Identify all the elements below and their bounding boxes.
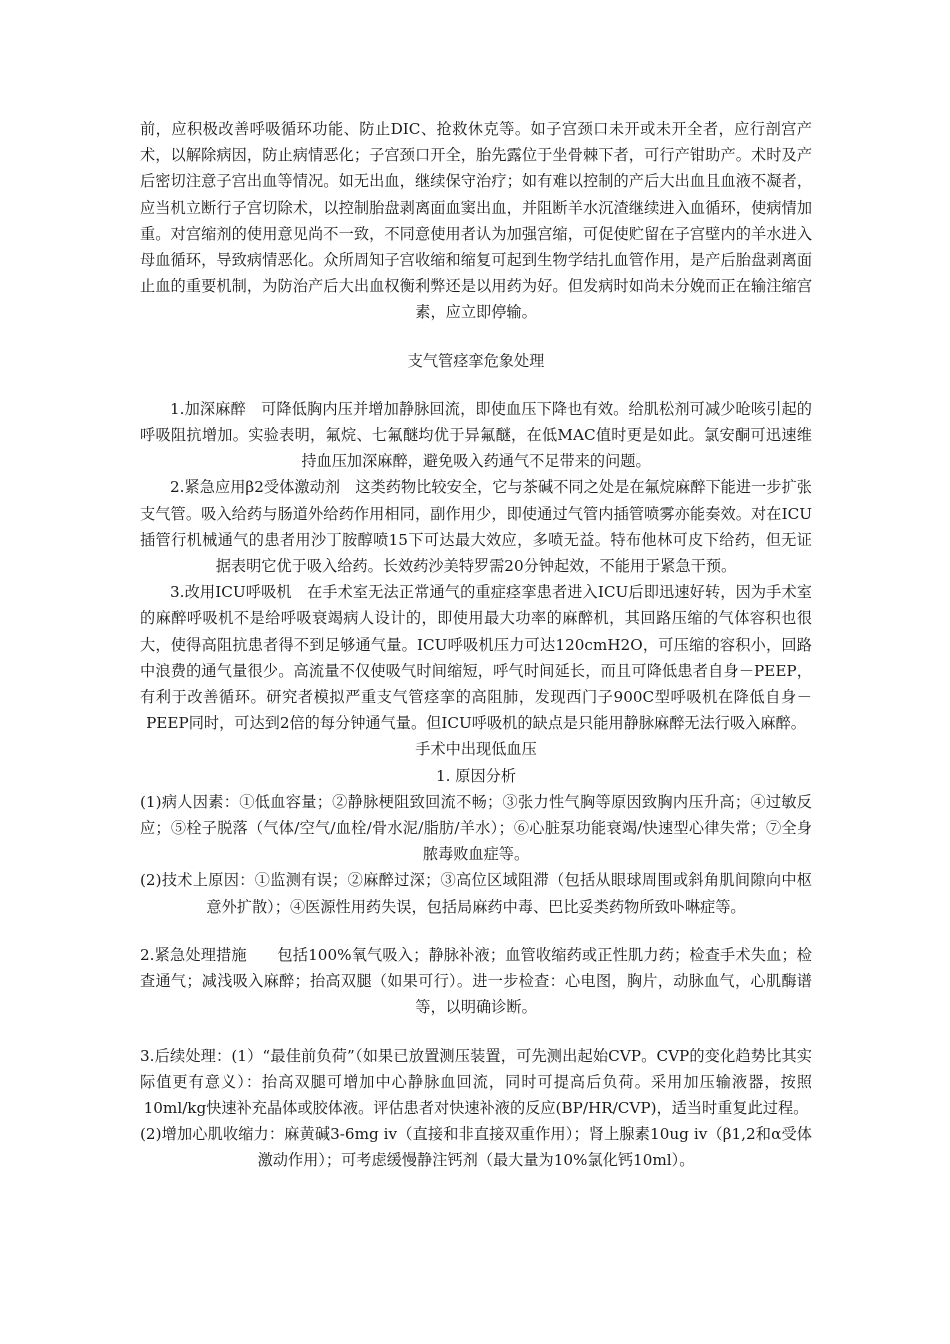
intro-paragraph: 前，应积极改善呼吸循环功能、防止DIC、抢救休克等。如子宫颈口未开或未开全者，应行剖宫产术，以解除病因，防止病情恶化；子宫颈口开全，胎先露位于坐骨棘下者，可行产钳助产。术时及产后密切注意子宫出血等情况。如无出血，继续保守治疗；如有难以控制的产后大出血且血液不凝者，应当机立断行子宫切除术，以控制胎盘剥离面血窦出血，并阻断羊水沉渣继续进入血循环，使病情加重。对宫缩剂的使用意见尚不一致，不同意使用者认为加强宫缩，可促使贮留在子宫壁内的羊水进入母血循环，导致病情恶化。众所周知子宫收缩和缩复可起到生物学结扎血管作用，是产后胎盘剥离面止血的重要机制，为防治产后大出血权衡利弊还是以用药为好。但发病时如尚未分娩而正在输注缩宫素，应立即停输。 xyxy=(140,120,812,322)
subsection-title-causes: 1. 原因分析 xyxy=(435,766,517,785)
cause-technical-factors: (2)技术上原因：①监测有误；②麻醉过深；③高位区域阻滞（包括从眼球周围或斜角肌间隙向中枢意外扩散）；④医源性用药失误，包括局麻药中毒、巴比妥类药物所致卟啉症等。 xyxy=(140,871,812,916)
spacer xyxy=(140,1021,812,1043)
cause-patient-factors: (1)病人因素：①低血容量；②静脉梗阻致回流不畅；③张力性气胸等原因致胸内压升高；④过敏反应；⑤栓子脱落（气体/空气/血栓/骨水泥/脂肪/羊水）；⑥心脏泵功能衰竭/快速型心律失常；⑦全身脓毒败血症等。 xyxy=(140,792,812,864)
document-page xyxy=(140,116,812,1174)
section-title-bronchospasm: 支气管痉挛危象处理 xyxy=(407,351,545,370)
emergency-measures: 2.紧急处理措施 包括100%氧气吸入；静脉补液；血管收缩药或正性肌力药；检查手术失血；检查通气；减浅吸入麻醉；抬高双腿（如果可行）。进一步检查：心电图，胸片，动脉血气，心肌酶谱等，以明确诊断。 xyxy=(140,945,812,1017)
bronchospasm-item-1: 1.加深麻醉 可降低胸内压并增加静脉回流，即使血压下降也有效。给肌松剂可减少呛咳引起的呼吸阻抗增加。实验表明，氟烷、七氟醚均优于异氟醚，在低MAC值时更是如此。氯安酮可迅速维持血压加深麻醉，避免吸入药通气不足带来的问题。 xyxy=(140,399,812,471)
spacer xyxy=(140,326,812,348)
spacer xyxy=(140,920,812,942)
followup-contractility: (2)增加心肌收缩力：麻黄碱3-6mg iv（直接和非直接双重作用）；肾上腺素10ug iv（β1,2和α受体激动作用）；可考虑缓慢静注钙剂（最大量为10%氯化钙10ml）。 xyxy=(140,1125,812,1170)
followup-preload: 3.后续处理：(1）“最佳前负荷”（如果已放置测压装置，可先测出起始CVP。CVP的变化趋势比其实际值更有意义）：抬高双腿可增加中心静脉血回流，同时可提高后负荷。采用加压输液器，按照10ml/kg快速补充晶体或胶体液。评估患者对快速补液的反应(BP/HR/CVP)，适当时重复此过程。 xyxy=(140,1046,812,1117)
bronchospasm-item-3: 3.改用ICU呼吸机 在手术室无法正常通气的重症痉挛患者进入ICU后即迅速好转，因为手术室的麻醉呼吸机不是给呼吸衰竭病人设计的，即使用最大功率的麻醉机，其回路压缩的气体容积也很大，使得高阻抗患者得不到足够通气量。ICU呼吸机压力可达120cmH2O，可压缩的容积小，回路中浪费的通气量很少。高流量不仅使吸气时间缩短，呼气时间延长，而且可降低患者自身－PEEP，有利于改善循环。研究者模拟严重支气管痉挛的高阻肺，发现西门子900C型呼吸机在降低自身－PEEP同时，可达到2倍的每分钟通气量。但ICU呼吸机的缺点是只能用静脉麻醉无法行吸入麻醉。 xyxy=(140,583,812,733)
section-title-hypotension: 手术中出现低血压 xyxy=(415,740,537,759)
spacer xyxy=(140,374,812,396)
bronchospasm-item-2: 2.紧急应用β2受体激动剂 这类药物比较安全，它与茶碱不同之处是在氟烷麻醉下能进一步扩张支气管。吸入给药与肠道外给药作用相同，副作用少，即使通过气管内插管喷雾亦能奏效。对在ICU插管行机械通气的患者用沙丁胺醇喷15下可达最大效应，多喷无益。特布他林可皮下给药，但无证据表明它优于吸入给药。长效药沙美特罗需20分钟起效，不能用于紧急干预。 xyxy=(140,478,812,576)
